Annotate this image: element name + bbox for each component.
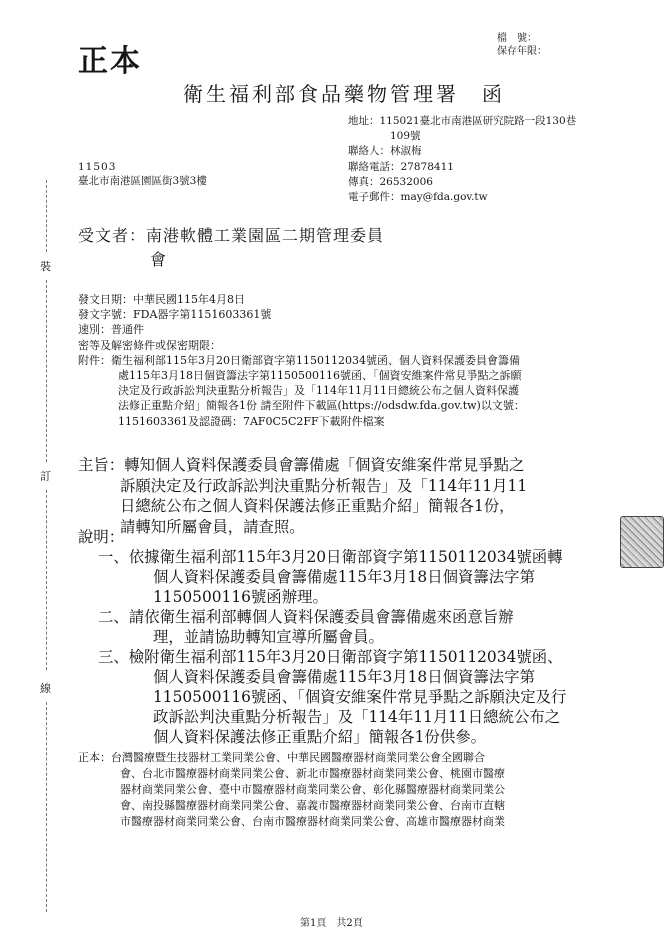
- subject-line-2: 訴願決定及行政訴訟判決重點分析報告」及「114年11月11: [120, 476, 528, 495]
- contact-person: 聯絡人：林淑梅: [348, 145, 422, 158]
- file-number-label: 檔 號：: [497, 33, 537, 44]
- receiver-line-2: 會: [150, 250, 168, 269]
- contact-block: [348, 114, 576, 205]
- address-line-1: 地址：115021臺北市南港區研究院路一段130巷: [348, 115, 577, 127]
- contact-phone: 聯絡電話：27878411: [348, 160, 454, 173]
- explanation-item-3: [78, 647, 566, 747]
- distribution-block: [78, 750, 505, 830]
- attachment-line-3: 決定及行政訴訟判決重點分析報告」及「114年11月11日總統公布之個人資料保護: [118, 384, 519, 398]
- attachment-line-4: 法修正重點介紹」簡報各1份 請至附件下載區(https://odsdw.fda.gov.tw)以文號：: [118, 399, 525, 413]
- contact-email: 電子郵件：may@fda.gov.tw: [348, 191, 488, 204]
- document-meta: [78, 292, 525, 429]
- item-1-line-3: 1150500116號函辦理。: [153, 588, 328, 606]
- explanation-heading: 說明：: [78, 528, 125, 546]
- security-level: 密等及解密條件或保密期限：: [78, 338, 221, 352]
- binding-line-bottom: [46, 702, 47, 912]
- binding-mark-zhuang: 裝: [40, 260, 51, 273]
- item-3-line-4: 政訴訟判決重點分析報告」及「114年11月11日總統公布之: [153, 708, 561, 726]
- item-3-line-3: 1150500116號函、「個資安維案件常見爭點之訴願決定及行: [153, 688, 567, 706]
- item-3-line-2: 個人資料保護委員會籌備處115年3月18日個資籌法字第: [153, 668, 535, 686]
- binding-line-middle: [46, 280, 47, 462]
- item-2-line-2: 理，並請協助轉知宣導所屬會員。: [153, 628, 384, 646]
- retention-label: 保存年限：: [497, 46, 547, 57]
- explanation-item-2: [78, 607, 566, 647]
- original-copy-mark: 正本: [78, 44, 142, 79]
- distribution-line-3: 器材商業同業公會、臺中市醫療器材商業同業公會、彰化縣醫療器材商業同業公: [120, 783, 505, 796]
- item-1-line-1: 一、依據衛生福利部115年3月20日衛部資字第1150112034號函轉: [98, 548, 563, 566]
- binding-mark-ding: 訂: [40, 470, 51, 483]
- subject-line-3: 日總統公布之個人資料保護法修正重點介紹」簡報各1份，: [120, 497, 515, 515]
- explanation-item-1: [78, 547, 566, 607]
- item-1-line-2: 個人資料保護委員會籌備處115年3月18日個資籌法字第: [153, 568, 535, 586]
- attachment-line-5: 1151603361及認證碼：7AF0C5C2FF下載附件檔案: [118, 414, 385, 428]
- issue-date: 發文日期：中華民國115年4月8日: [78, 293, 245, 306]
- explanation-block: [78, 527, 566, 747]
- recipient-street: 臺北市南港區園區街3號3樓: [78, 175, 207, 187]
- receiver-line-1: 受文者：南港軟體工業園區二期管理委員: [78, 226, 385, 245]
- item-2-line-1: 二、請依衛生福利部轉個人資料保護委員會籌備處來函意旨辦: [98, 608, 514, 626]
- binding-line-top: [46, 180, 47, 252]
- subject-block: [78, 455, 527, 537]
- recipient-zip: 11503: [78, 161, 117, 173]
- distribution-line-1: 正本：台灣醫療暨生技器材工業同業公會、中華民國醫療器材商業同業公會全國聯合: [78, 751, 485, 764]
- distribution-line-4: 會、南投縣醫療器材商業同業公會、嘉義市醫療器材商業同業公會、台南市直轄: [120, 799, 505, 812]
- contact-fax: 傳真：26532006: [348, 175, 433, 188]
- barcode-stamp-image: [620, 516, 664, 568]
- item-3-line-5: 個人資料保護法修正重點介紹」簡報各1份供參。: [153, 728, 486, 746]
- page-number: 第1頁 共2頁: [300, 918, 363, 929]
- file-meta: [497, 32, 547, 58]
- document-title: 衛生福利部食品藥物管理署 函: [183, 82, 505, 106]
- document-number: 發文字號：FDA器字第1151603361號: [78, 308, 272, 322]
- distribution-line-5: 市醫療器材商業同業公會、台南市醫療器材商業同業公會、高雄市醫療器材商業: [120, 815, 505, 828]
- distribution-line-2: 會、台北市醫療器材商業同業公會、新北市醫療器材商業同業公會、桃園市醫療: [120, 767, 505, 780]
- delivery-speed: 速別：普通件: [78, 323, 144, 337]
- recipient-address: [78, 160, 207, 188]
- subject-line-1: 主旨：轉知個人資料保護委員會籌備處「個資安維案件常見爭點之: [78, 456, 525, 474]
- address-line-2: 109號: [390, 130, 421, 143]
- binding-mark-xian: 線: [40, 682, 51, 695]
- attachment-line-1: 附件：衛生福利部115年3月20日衛部資字第1150112034號函、個人資料保護委員會籌備: [78, 353, 520, 367]
- receiver-block: [78, 224, 384, 272]
- item-3-line-1: 三、檢附衛生福利部115年3月20日衛部資字第1150112034號函、: [98, 648, 563, 666]
- attachment-line-2: 處115年3月18日個資籌法字第1150500116號函、「個資安維案件常見爭點之訴願: [118, 369, 522, 383]
- binding-line-lower: [46, 490, 47, 670]
- subject-line-4: 請轉知所屬會員，請查照。: [120, 517, 305, 536]
